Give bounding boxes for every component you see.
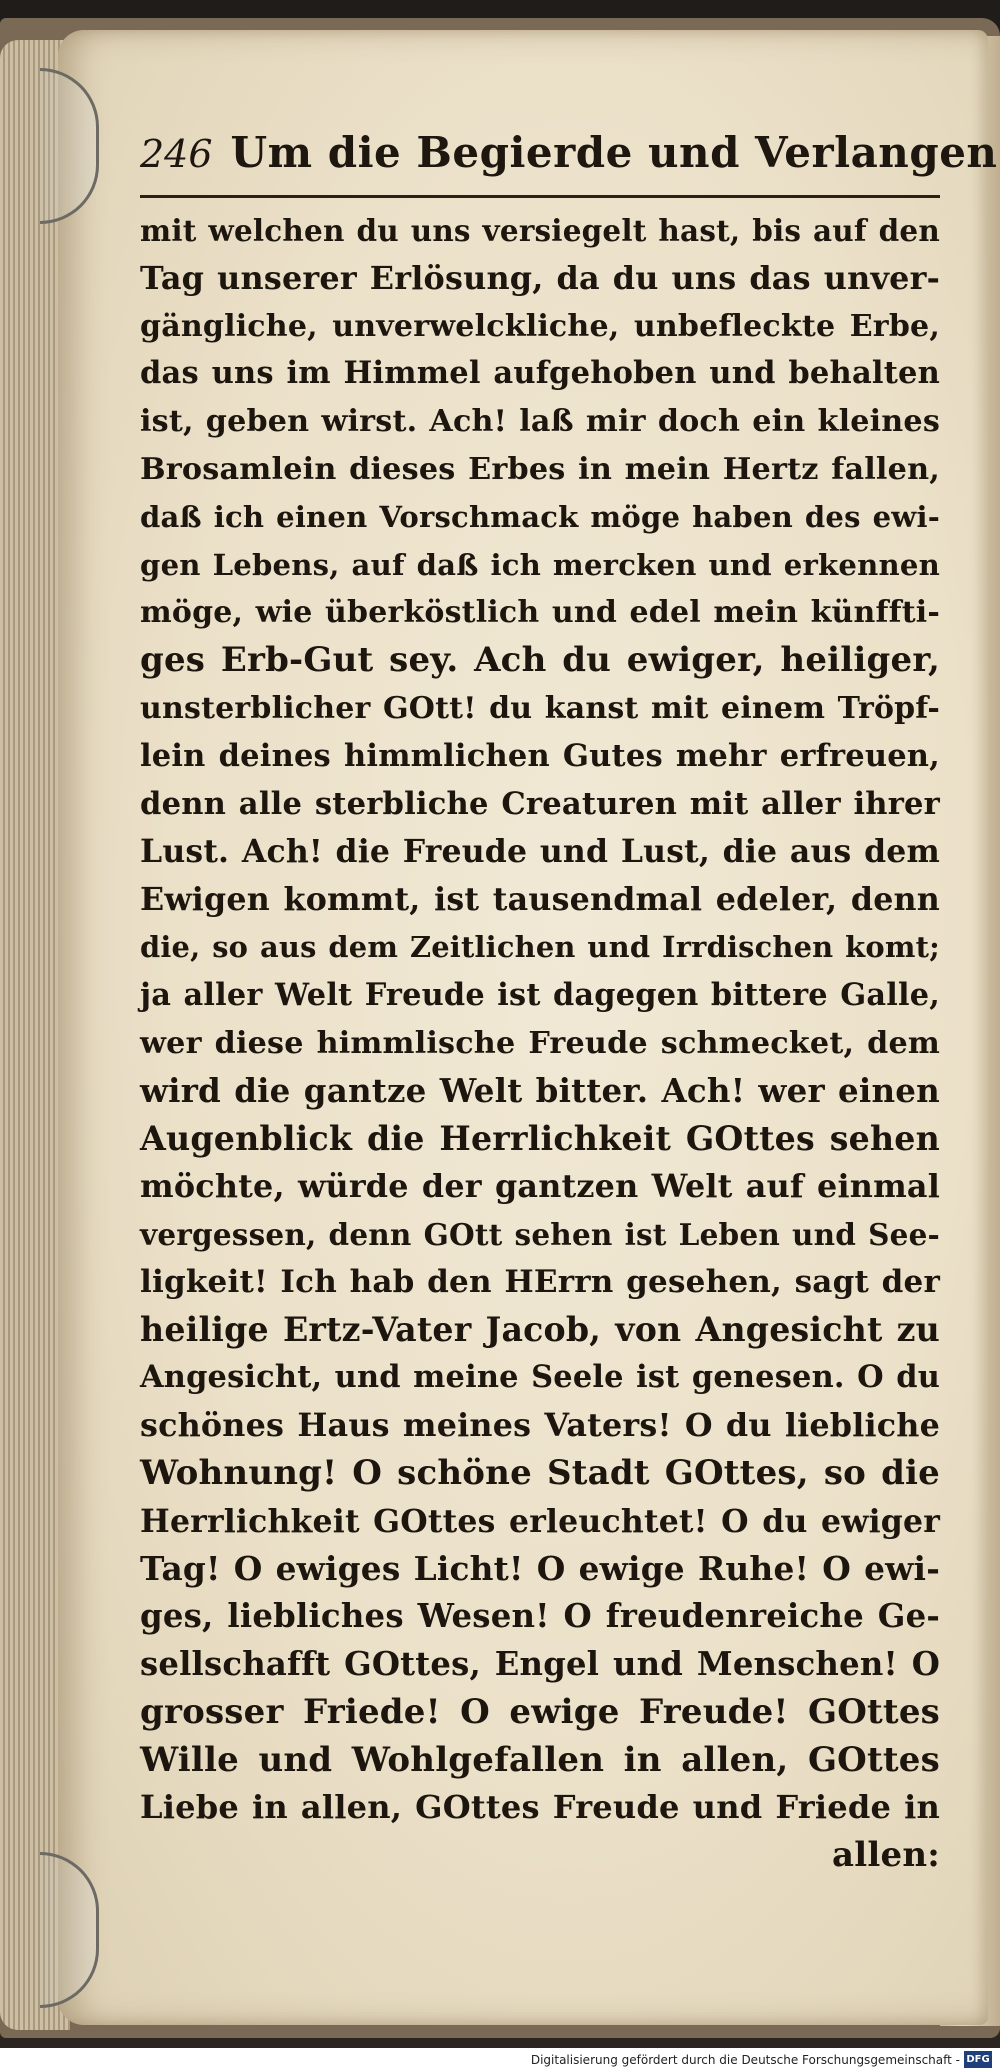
footer-credit: Digitalisierung gefördert durch die Deutsche Forschungsgemeinschaft - bbox=[530, 2053, 960, 2067]
text-line: Tag! O ewiges Licht! O ewige Ruhe! O ewi- bbox=[140, 1549, 940, 1589]
text-line: heilige Ertz-Vater Jacob, von Angesicht zu bbox=[140, 1310, 940, 1350]
text-line: ist, geben wirst. Ach! laß mir doch ein kleines bbox=[140, 404, 940, 440]
text-line: möge, wie überköstlich und edel mein künffti- bbox=[140, 595, 940, 631]
body-text bbox=[140, 207, 940, 1880]
text-line: das uns im Himmel aufgehoben und behalten bbox=[140, 355, 940, 392]
text-line: wird die gantze Welt bitter. Ach! wer einen bbox=[140, 1071, 940, 1111]
text-line: mit welchen du uns versiegelt hast, bis auf den bbox=[140, 213, 940, 248]
text-line: gen Lebens, auf daß ich mercken und erkennen bbox=[140, 547, 940, 582]
text-line: Herrlichkeit GOttes erleuchtet! O du ewiger bbox=[140, 1502, 940, 1540]
text-line: schönes Haus meines Vaters! O du liebliche bbox=[140, 1406, 940, 1444]
text-line: die, so aus dem Zeitlichen und Irrdischen komt; bbox=[140, 929, 940, 964]
text-line: unsterblicher GOtt! du kanst mit einem Tröpf- bbox=[140, 690, 940, 726]
text-line: Augenblick die Herrlichkeit GOttes sehen bbox=[140, 1119, 940, 1159]
text-line: Brosamlein dieses Erbes in mein Hertz fallen, bbox=[140, 451, 940, 487]
text-line: wer diese himmlische Freude schmecket, dem bbox=[140, 1025, 940, 1061]
text-line: daß ich einen Vorschmack möge haben des ewi- bbox=[140, 499, 940, 534]
text-line: gängliche, unverwelckliche, unbefleckte Erbe, bbox=[140, 308, 940, 344]
text-line: Angesicht, und meine Seele ist genesen. O du bbox=[140, 1359, 940, 1396]
text-line: Wille und Wohlgefallen in allen, GOttes bbox=[140, 1739, 940, 1780]
running-title: Um die Begierde und Verlangen bbox=[230, 128, 998, 177]
text-line: Tag unserer Erlösung, da du uns das unver- bbox=[140, 258, 940, 297]
text-line: denn alle sterbliche Creaturen mit aller ihrer bbox=[140, 785, 940, 822]
text-line: Liebe in allen, GOttes Freude und Friede in bbox=[140, 1788, 940, 1827]
text-line-last: allen: bbox=[832, 1835, 940, 1876]
text-line: ges, liebliches Wesen! O freudenreiche Ge- bbox=[140, 1597, 940, 1636]
text-line: sellschafft GOttes, Engel und Menschen! O bbox=[140, 1644, 940, 1683]
header-rule bbox=[140, 195, 940, 198]
text-line: vergessen, denn GOtt sehen ist Leben und See- bbox=[140, 1216, 940, 1252]
text-line: Wohnung! O schöne Stadt GOttes, so die bbox=[140, 1452, 940, 1493]
text-line: Ewigen kommt, ist tausendmal edeler, denn bbox=[140, 881, 940, 919]
text-line: grosser Friede! O ewige Freude! GOttes bbox=[140, 1691, 940, 1732]
page-header bbox=[140, 128, 998, 188]
page-number: 246 bbox=[140, 132, 213, 176]
text-line: ligkeit! Ich hab den HErrn gesehen, sagt der bbox=[140, 1263, 940, 1300]
text-line: lein deines himmlichen Gutes mehr erfreuen, bbox=[140, 737, 940, 774]
text-line: ja aller Welt Freude ist dagegen bittere Galle, bbox=[140, 976, 940, 1013]
text-line: möchte, würde der gantzen Welt auf einmal bbox=[140, 1166, 940, 1205]
text-line: Lust. Ach! die Freude und Lust, die aus dem bbox=[140, 833, 940, 871]
text-line: ges Erb-Gut sey. Ach du ewiger, heiliger, bbox=[140, 640, 940, 681]
dfg-logo: DFG bbox=[964, 2051, 992, 2068]
